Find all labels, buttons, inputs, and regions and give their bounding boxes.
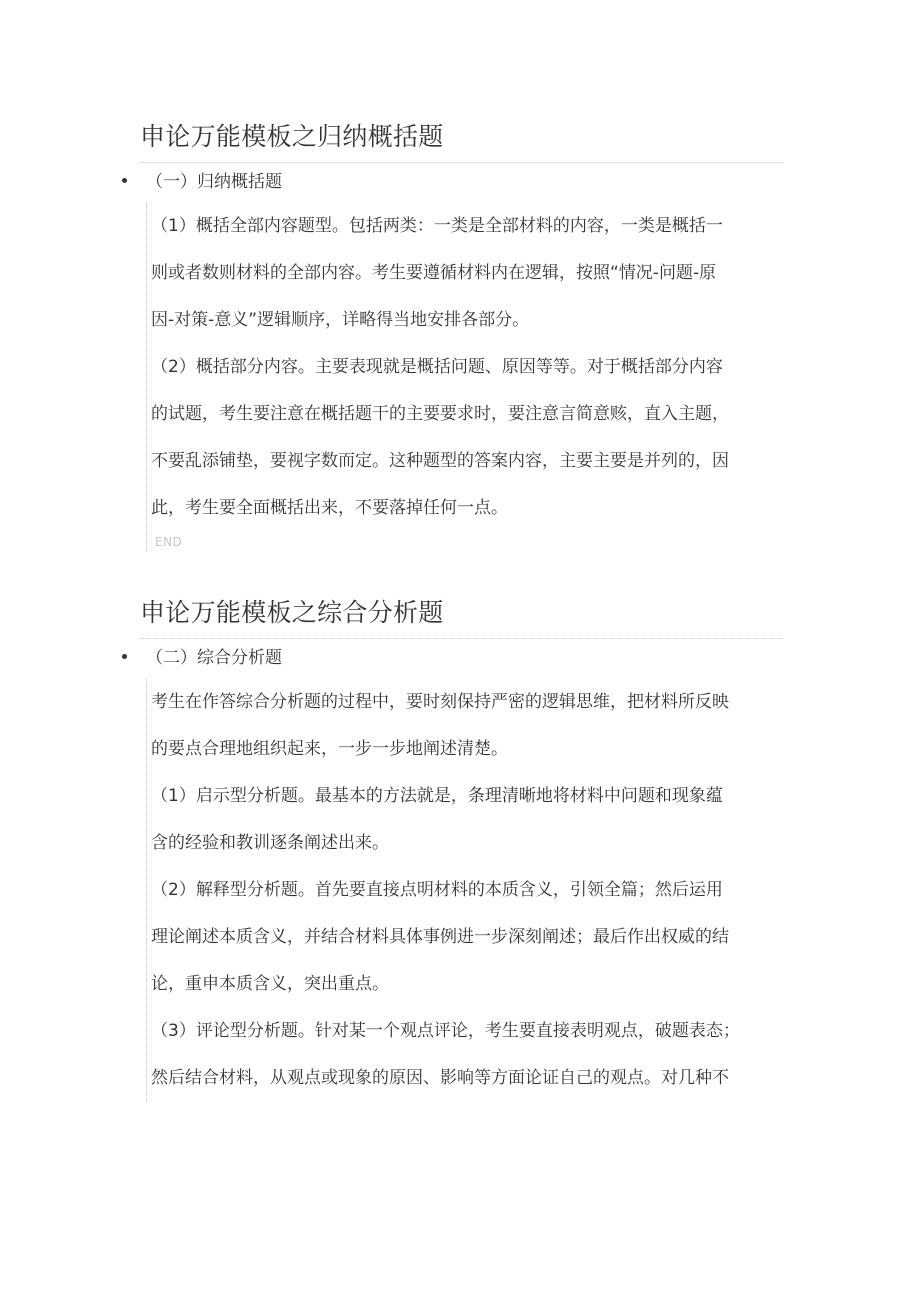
body-line: 的试题，考生要注意在概括题干的主要要求时，要注意言简意赅，直入主题， <box>151 404 729 424</box>
body-line: 含的经验和教训逐条阐述出来。 <box>151 833 389 853</box>
section-title: 申论万能模板之综合分析题 <box>140 598 444 627</box>
body-line: 因-对策-意义”逻辑顺序，详略得当地安排各部分。 <box>151 310 530 330</box>
body-line: （1）启示型分析题。最基本的方法就是，条理清晰地将材料中问题和现象蕴 <box>151 786 723 806</box>
body-line: （1）概括全部内容题型。包括两类：一类是全部材料的内容，一类是概括一 <box>151 216 723 236</box>
section-comprehensive-analysis <box>116 596 786 1102</box>
body-line: 不要乱添铺垫，要视字数而定。这种题型的答案内容，主要主要是并列的，因 <box>151 451 729 471</box>
body-line: 论，重申本质含义，突出重点。 <box>151 974 389 994</box>
bullet-heading: （二）综合分析题 <box>146 648 282 668</box>
body-line: （2）概括部分内容。主要表现就是概括问题、原因等等。对于概括部分内容 <box>151 357 723 377</box>
bullet-heading: （一）归纳概括题 <box>146 172 282 192</box>
body-line: （3）评论型分析题。针对某一个观点评论，考生要直接表明观点，破题表态； <box>151 1021 740 1041</box>
body-line: 的要点合理地组织起来，一步一步地阐述清楚。 <box>151 739 508 759</box>
body-line: 考生在作答综合分析题的过程中，要时刻保持严密的逻辑思维，把材料所反映 <box>151 692 729 712</box>
section-body <box>146 679 786 1102</box>
body-line: 则或者数则材料的全部内容。考生要遵循材料内在逻辑，按照“情况-问题-原 <box>151 263 717 283</box>
body-line: （2）解释型分析题。首先要直接点明材料的本质含义，引领全篇；然后运用 <box>151 880 723 900</box>
section-body <box>146 203 786 552</box>
body-line: 此，考生要全面概括出来，不要落掉任何一点。 <box>151 498 508 518</box>
end-label: END <box>155 535 183 549</box>
section-title: 申论万能模板之归纳概括题 <box>140 122 444 151</box>
bullet-dot-icon <box>122 178 127 183</box>
bullet-item <box>116 639 786 679</box>
bullet-item <box>116 163 786 203</box>
bullet-dot-icon <box>122 654 127 659</box>
body-line: 理论阐述本质含义，并结合材料具体事例进一步深刻阐述；最后作出权威的结 <box>151 927 729 947</box>
body-line: 然后结合材料，从观点或现象的原因、影响等方面论证自己的观点。对几种不 <box>151 1068 729 1088</box>
section-induction-summary <box>116 120 786 552</box>
